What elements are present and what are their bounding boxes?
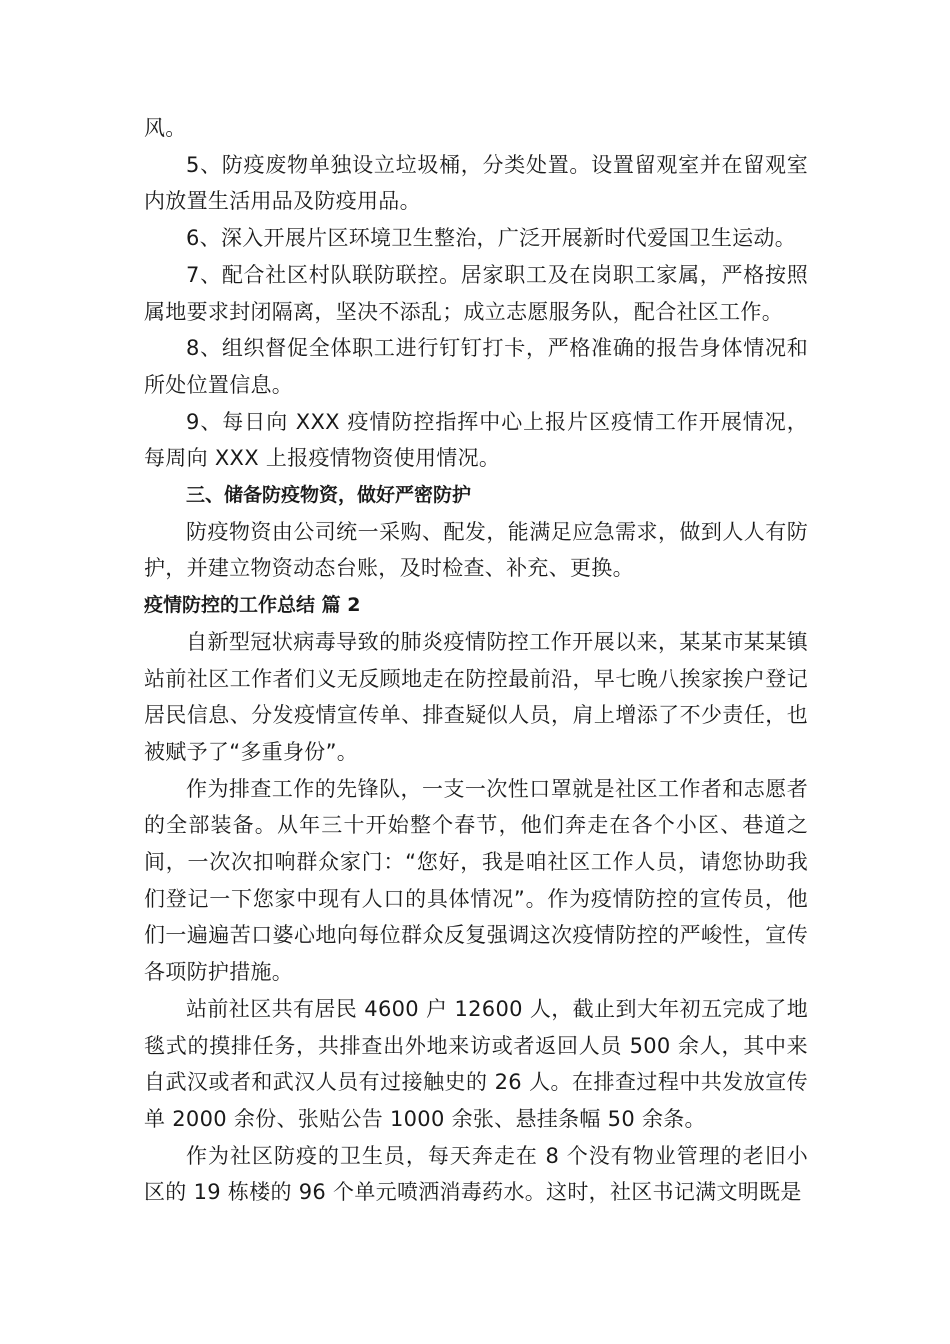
paragraph-sanitation: 作为社区防疫的卫生员，每天奔走在 8 个没有物业管理的老旧小区的 19 栋楼的 96 个单元喷洒消毒药水。这时，社区书记满文明既是 (144, 1143, 808, 1205)
paragraph-continuation: 风。 (144, 116, 187, 140)
article-title-part-2: 疫情防控的工作总结 篇 2 (144, 594, 361, 617)
paragraph-statistics: 站前社区共有居民 4600 户 12600 人，截止到大年初五完成了地毯式的摸排任务，共排查出外地来访或者返回人员 500 余人，其中来自武汉或者和武汉人员有过接触史的 26 人。在排查过程中共发放宣传单 2000 余份、张贴公告 1000 余张、悬挂条幅 50 余条。 (144, 996, 808, 1131)
paragraph-intro: 自新型冠状病毒导致的肺炎疫情防控工作开展以来，某某市某某镇站前社区工作者们义无反顾地走在防控最前沿，早七晚八挨家挨户登记居民信息、分发疫情宣传单、排查疑似人员，肩上增添了不少责任，也被赋予了“多重身份”。 (144, 629, 808, 764)
paragraph-item-7: 7、配合社区村队联防联控。居家职工及在岗职工家属，严格按照属地要求封闭隔离，坚决不添乱；成立志愿服务队，配合社区工作。 (144, 262, 808, 324)
paragraph-item-9: 9、每日向 XXX 疫情防控指挥中心上报片区疫情工作开展情况，每周向 XXX 上报疫情物资使用情况。 (144, 409, 808, 471)
document-page (144, 110, 808, 1211)
paragraph-item-6: 6、深入开展片区环境卫生整治，广泛开展新时代爱国卫生运动。 (186, 226, 797, 251)
paragraph-item-5: 5、防疫废物单独设立垃圾桶，分类处置。设置留观室并在留观室内放置生活用品及防疫用品。 (144, 152, 808, 214)
paragraph-item-8: 8、组织督促全体职工进行钉钉打卡，严格准确的报告身体情况和所处位置信息。 (144, 336, 808, 397)
paragraph-vanguard: 作为排查工作的先锋队，一支一次性口罩就是社区工作者和志愿者的全部装备。从年三十开始整个春节，他们奔走在各个小区、巷道之间，一次次扣响群众家门：“您好，我是咱社区工作人员，请您协助我们登记一下您家中现有人口的具体情况”。作为疫情防控的宣传员，他们一遍遍苦口婆心地向每位群众反复强调这次疫情防控的严峻性，宣传各项防护措施。 (144, 776, 808, 985)
paragraph-supplies: 防疫物资由公司统一采购、配发，能满足应急需求，做到人人有防护，并建立物资动态台账，及时检查、补充、更换。 (144, 519, 808, 581)
section-heading-3: 三、储备防疫物资，做好严密防护 (186, 484, 472, 507)
